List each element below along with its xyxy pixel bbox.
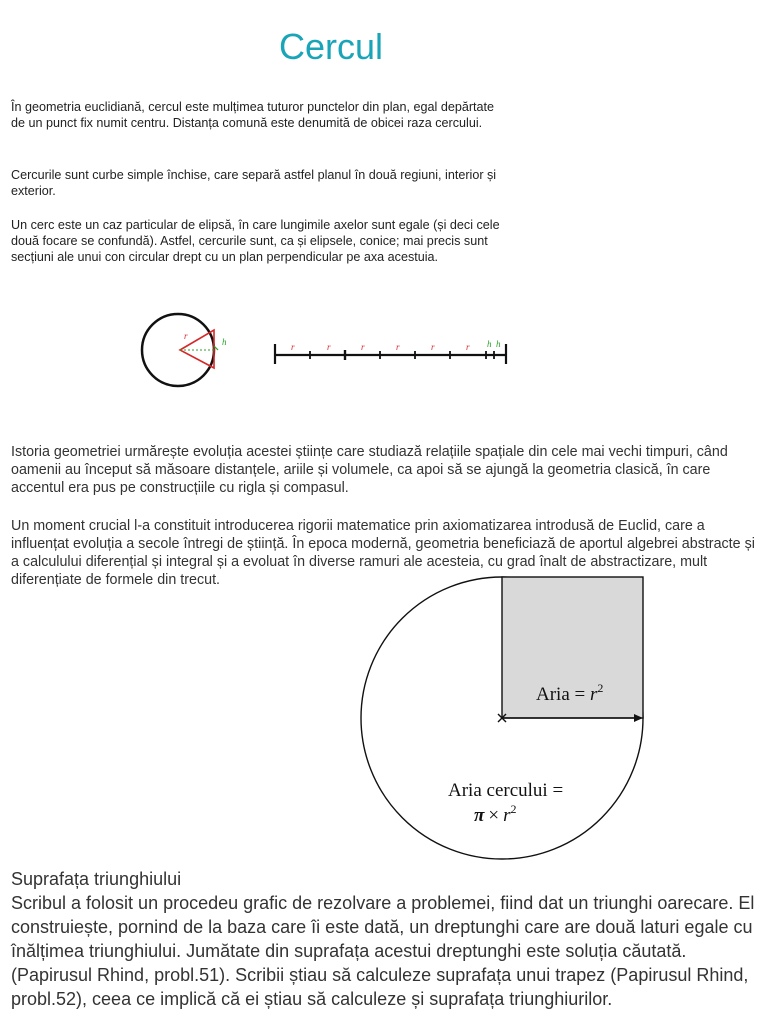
end-label: h	[496, 339, 501, 349]
circle-area-label: Aria cercului =	[448, 780, 564, 801]
segment-label: r	[396, 342, 400, 352]
intro-paragraph-ellipse: Un cerc este un caz particular de elipsă, în care lungimile axelor sunt egale (și deci cele două focare se confundă). Astfel, cercurile sunt, ca și elipsele, conice; mai precis sunt secțiuni ale unui con circular drept cu un plan perpendicular pe axa acestuia.	[11, 218, 500, 264]
section-heading: Suprafața triunghiului	[11, 869, 182, 889]
circle-area-figure	[358, 575, 648, 863]
circle-area-formula: $\pi \times r^2$	[474, 802, 517, 826]
small-circle	[142, 314, 214, 386]
circle-radius-figure	[138, 310, 238, 392]
radius-label: r	[184, 331, 188, 341]
square-area-label: Aria = $r^2$	[536, 681, 604, 705]
height-label: h	[222, 337, 227, 347]
history-paragraph-origins: Istoria geometriei urmărește evoluția acestei științe care studiază relațiile spațiale din cele mai vechi timpuri, când oamenii au început să măsoare distanțele, ariile și volumele, ca apoi să se ajungă la geometria clasică, în care accentul era pus pe construcțiile cu rigla și compasul.	[11, 444, 728, 496]
history-paragraph-euclid: Un moment crucial l-a constituit introducerea rigorii matematice prin axiomatizarea introdusă de Euclid, care a influențat evoluția a secole întregi de știință. În epoca modernă, geometria beneficiază de aportul algebrei abstracte și a calculului diferențial și integral și a evoluat în diverse ramuri ale acesteia, cu grad înalt de abstractizare, mult diferențiate de formele din trecut.	[11, 518, 755, 588]
unrolled-line-figure	[270, 335, 512, 370]
segment-label: r	[466, 342, 470, 352]
intro-paragraph-closed-curves: Cercurile sunt curbe simple închise, care separă astfel planul în două regiuni, interior și exterior.	[11, 168, 497, 198]
section-body: Scribul a folosit un procedeu grafic de rezolvare a problemei, fiind dat un triunghi oarecare. El construiește, pornind de la baza care îi este dată, un dreptunghi care are două laturi egale cu înălțimea triunghiului. Jumătate din suprafața acestui dreptunghi este soluția căutată. (Papirusul Rhind, probl.51). Scribii știau să calculeze suprafața unui trapez (Papirusul Rhind, probl.52), ceea ce implică că ei știau să calculeze și suprafața triunghiurilor.	[11, 893, 755, 1009]
segment-label: r	[361, 342, 365, 352]
segment-label: r	[431, 342, 435, 352]
end-label: h	[487, 339, 492, 349]
segment-label: r	[327, 342, 331, 352]
page-title: Cercul	[278, 26, 384, 67]
intro-paragraph-definition: În geometria euclidiană, cercul este mulțimea tuturor punctelor din plan, egal depărtate de un punct fix numit centru. Distanța comună este denumită de obicei raza cercului.	[11, 100, 495, 130]
segment-label: r	[291, 342, 295, 352]
